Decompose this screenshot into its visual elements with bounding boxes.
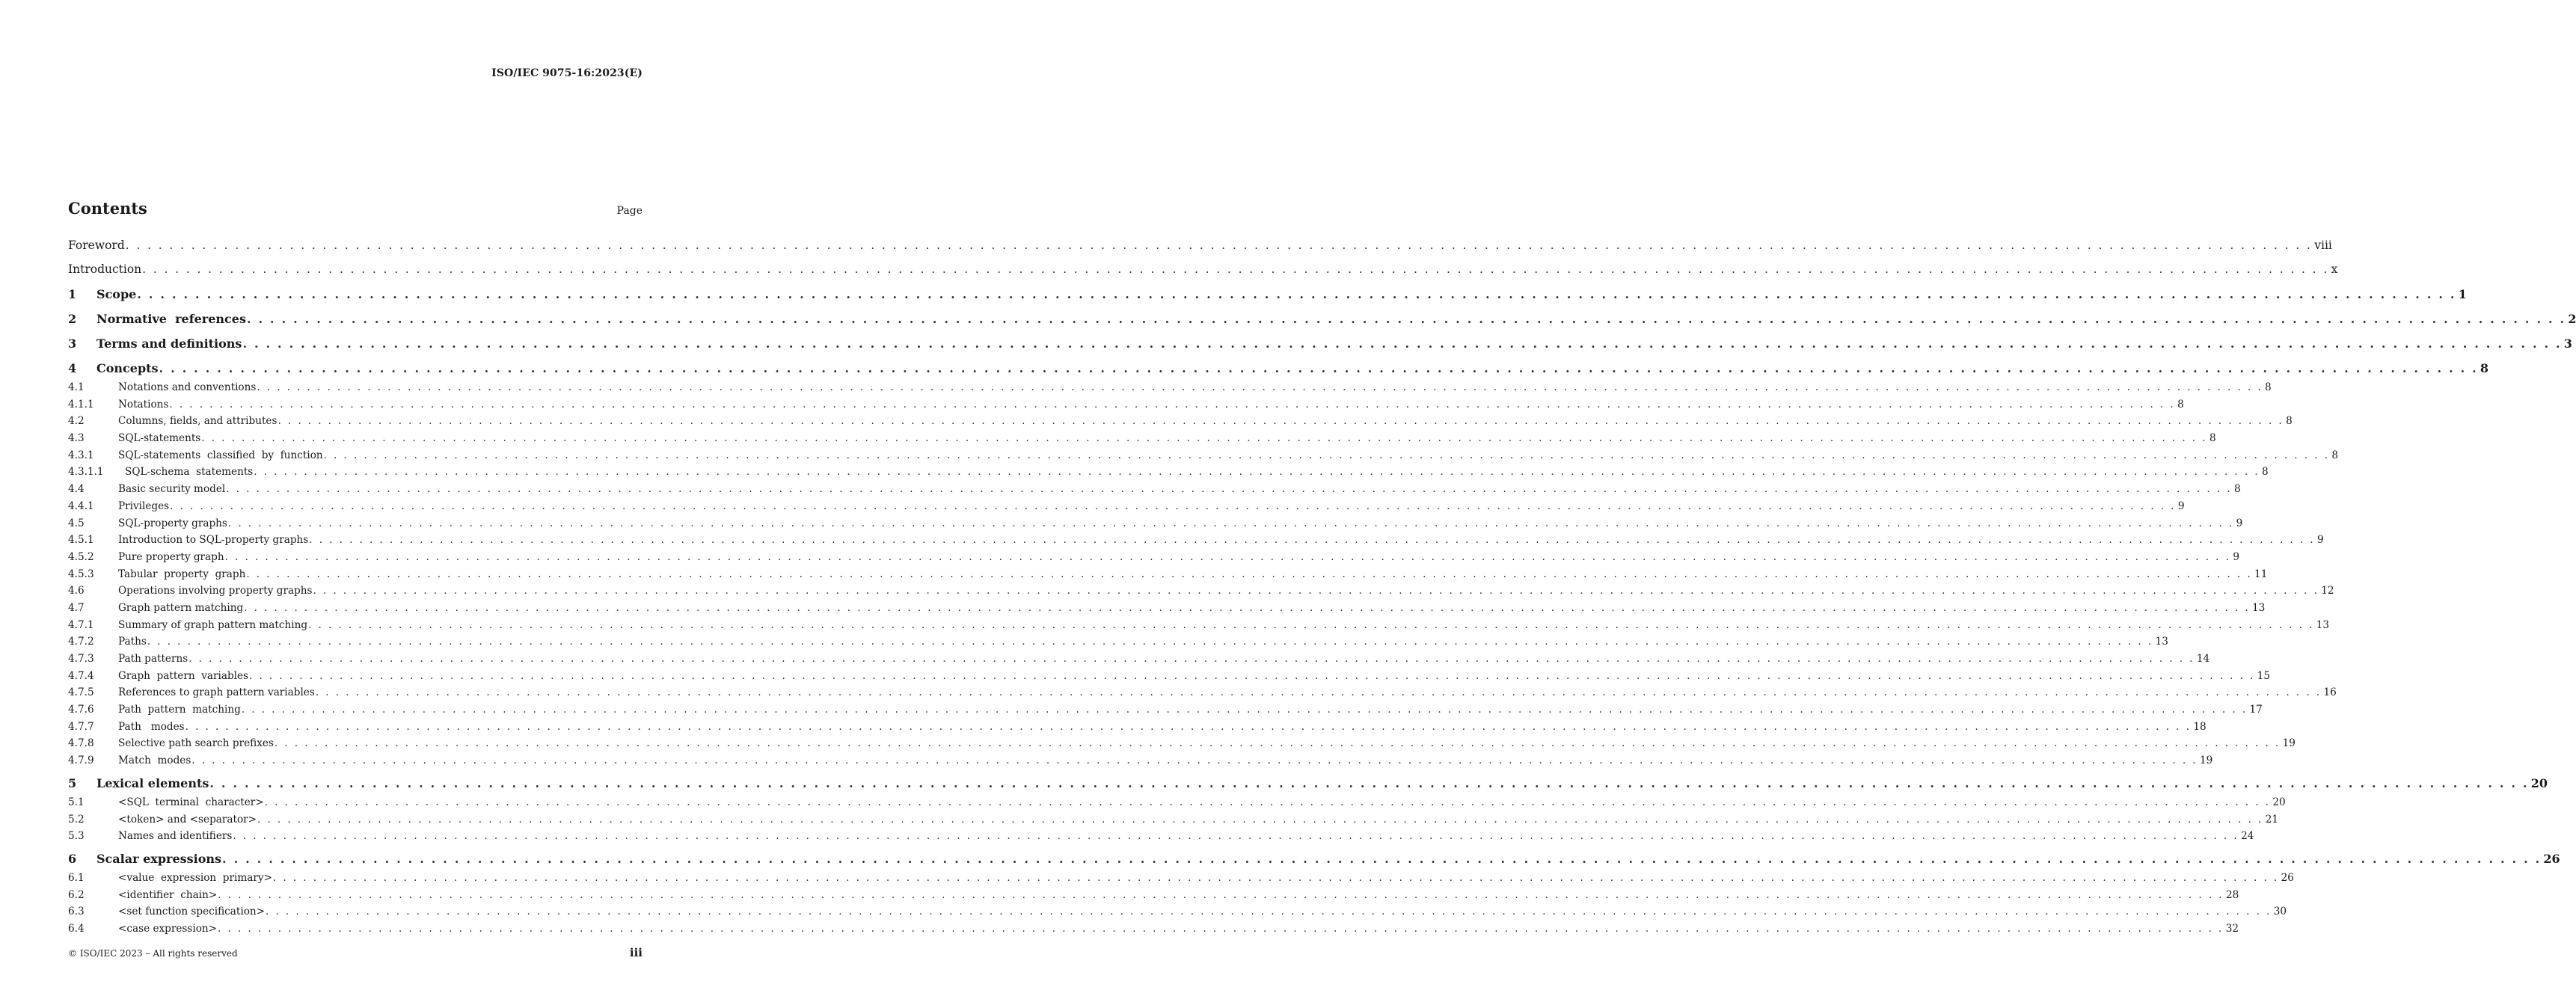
toc-entry-page[interactable]: 30	[2273, 906, 2287, 918]
toc-entry-title[interactable]: Summary of graph pattern matching	[118, 618, 308, 631]
toc-entry-title[interactable]: Graph pattern variables	[118, 669, 249, 682]
toc-entry[interactable]	[68, 333, 2572, 354]
toc-entry-number: 6.1	[68, 871, 85, 884]
table-of-contents	[68, 234, 2576, 938]
toc-entry[interactable]	[68, 633, 2168, 651]
toc-entry-page[interactable]: 18	[2193, 720, 2207, 733]
toc-entry-number: 6.3	[68, 906, 85, 918]
toc-entry-number: 4.7.8	[68, 737, 94, 750]
toc-entry-page[interactable]: 9	[2177, 500, 2185, 512]
toc-entry-number: 4.7.5	[68, 686, 94, 699]
dot-leader: . . . . . . . . . . . . . . . . . . . . . . . . . . . . . . . . . . . . . . . . . . . . . . . . . . . . . . . . . . . . . . . . . . . . . . . . . . . . . . . . . . . . . . . . . . . . . . . . . . . . . . . . . . . . . . . . . . . . . . . . . . . . . . . . . . . . . . . . . . . . . . . . . . . . . . . . . . . . . . . . . . . . . . . . . . . . . . . . . . . . . . . . . . . . . . . . . . . . . . . .	[218, 922, 2224, 935]
toc-entry-number: 4.3.1	[68, 449, 94, 461]
toc-entry-title[interactable]: Notations and conventions	[118, 381, 257, 393]
toc-entry-title[interactable]: <value expression primary>	[118, 871, 272, 884]
dot-leader: . . . . . . . . . . . . . . . . . . . . . . . . . . . . . . . . . . . . . . . . . . . . . . . . . . . . . . . . . . . . . . . . . . . . . . . . . . . . . . . . . . . . . . . . . . . . . . . . . . . . . . . . . . . . . . . . . . . . . . . . . . . . . . . . . . . . . . . . . . . . . . . . . . . . . . . . . . . . . . . . . . . . . . . . . . . . . . . . . . . . . . . . . . . . . . . . . . . . . . . .	[218, 888, 2224, 901]
toc-entry-page[interactable]: 19	[2200, 754, 2213, 767]
dot-leader: . . . . . . . . . . . . . . . . . . . . . . . . . . . . . . . . . . . . . . . . . . . . . . . . . . . . . . . . . . . . . . . . . . . . . . . . . . . . . . . . . . . . . . . . . . . . . . . . . . . . . . . . . . . . . . . . . . . . . . . . . . . . . . . . . . . . . . . . . . . . . . . . . . . . . . . . . . . . . . . . . . . . . . . . . . . . . . . . . . . . . . . . . . . . . . . . . . . . . . . .	[170, 500, 2176, 512]
toc-entry[interactable]	[68, 234, 2332, 258]
toc-entry-page[interactable]: 8	[2177, 398, 2184, 411]
dot-leader: . . . . . . . . . . . . . . . . . . . . . . . . . . . . . . . . . . . . . . . . . . . . . . . . . . . . . . . . . . . . . . . . . . . . . . . . . . . . . . . . . . . . . . . . . . . . . . . . . . . . . . . . . . . . . . . . . . . . . . . . . . . . . . . . . . . . . . . . . . . . . . . . . . . . . . . . . . . . . . . . . . . . . . . . . . . . . . . . . . . . . . . . . . . . . . . . . . . . . . . .	[277, 415, 2284, 428]
toc-entry[interactable]	[68, 413, 2293, 430]
toc-entry-number: 4.6	[68, 585, 85, 597]
toc-entry-number: 4.5.2	[68, 550, 94, 563]
dot-leader: . . . . . . . . . . . . . . . . . . . . . . . . . . . . . . . . . . . . . . . . . . . . . . . . . . . . . . . . . . . . . . . . . . . . . . . . . . . . . . . . . . . . . . . . . . . . . . . . . . . . . . . . . . . . . . . . . . . . . . . . . . . . . . . . . . . . . . . . . . . . . . . . . . . . . . . . . . . . . . . . . . . . . . . . . . . . . . . . . . . . . . . . . . . . . . . . . . . . . . . .	[169, 398, 2176, 411]
toc-entry-number: 4.7.2	[68, 636, 94, 648]
toc-entry-page[interactable]: 11	[2254, 568, 2268, 580]
dot-leader: . . . . . . . . . . . . . . . . . . . . . . . . . . . . . . . . . . . . . . . . . . . . . . . . . . . . . . . . . . . . . . . . . . . . . . . . . . . . . . . . . . . . . . . . . . . . . . . . . . . . . . . . . . . . . . . . . . . . . . . . . . . . . . . . . . . . . . . . . . . . . . . . . . . . . . . . . . . . . . . . . . . . . . . . . . . . . . . . . . . . . . . . . . . . . . . . . . . . . . . .	[315, 686, 2322, 699]
dot-leader: . . . . . . . . . . . . . . . . . . . . . . . . . . . . . . . . . . . . . . . . . . . . . . . . . . . . . . . . . . . . . . . . . . . . . . . . . . . . . . . . . . . . . . . . . . . . . . . . . . . . . . . . . . . . . . . . . . . . . . . . . . . . . . . . . . . . . . . . . . . . . . . . . . . . . . . . . . . . . . . . . . . . . . . . . . . . . . . . . . . . . . . . . . . . . . . . . . . . . . . .	[125, 239, 2313, 252]
toc-entry[interactable]	[68, 498, 2185, 515]
toc-entry-title[interactable]: SQL-statements classified by function	[118, 449, 323, 461]
toc-entry-title[interactable]: Paths	[118, 636, 147, 648]
toc-entry-page[interactable]: 13	[2251, 601, 2266, 614]
toc-entry-title[interactable]: Tabular property graph	[118, 568, 246, 580]
toc-entry-page[interactable]: 21	[2265, 813, 2279, 826]
toc-entry-number: 5.1	[68, 796, 85, 808]
dot-leader: . . . . . . . . . . . . . . . . . . . . . . . . . . . . . . . . . . . . . . . . . . . . . . . . . . . . . . . . . . . . . . . . . . . . . . . . . . . . . . . . . . . . . . . . . . . . . . . . . . . . . . . . . . . . . . . . . . . . . . . . . . . . . . . . . . . . . . . . . . . . . . . . . . . . . . . . . . . . . . . . . . . . . . . . . . . . . . . . . . . . . . . . . . . . . . . . . . . . . . . .	[222, 851, 2542, 866]
toc-entry-number: 4.4.1	[68, 500, 94, 512]
toc-entry-title[interactable]: References to graph pattern variables	[118, 686, 315, 699]
toc-entry-page[interactable]: 8	[2480, 361, 2489, 375]
toc-entry[interactable]	[68, 903, 2287, 921]
toc-entry[interactable]	[68, 684, 2337, 701]
toc-entry-title[interactable]: Terms and definitions	[96, 336, 242, 351]
toc-entry-title[interactable]: Match modes	[118, 754, 191, 767]
toc-entry[interactable]	[68, 887, 2239, 904]
toc-entry-number: 3	[68, 336, 77, 351]
toc-entry-title[interactable]: Foreword	[68, 239, 125, 252]
toc-entry[interactable]	[68, 396, 2184, 414]
dot-leader: . . . . . . . . . . . . . . . . . . . . . . . . . . . . . . . . . . . . . . . . . . . . . . . . . . . . . . . . . . . . . . . . . . . . . . . . . . . . . . . . . . . . . . . . . . . . . . . . . . . . . . . . . . . . . . . . . . . . . . . . . . . . . . . . . . . . . . . . . . . . . . . . . . . . . . . . . . . . . . . . . . . . . . . . . . . . . . . . . . . . . . . . . . . . . . . . . . . . . . . .	[249, 669, 2255, 682]
toc-entry-page[interactable]: 3	[2563, 336, 2572, 351]
toc-entry-title[interactable]: <identifier chain>	[118, 888, 218, 901]
dot-leader: . . . . . . . . . . . . . . . . . . . . . . . . . . . . . . . . . . . . . . . . . . . . . . . . . . . . . . . . . . . . . . . . . . . . . . . . . . . . . . . . . . . . . . . . . . . . . . . . . . . . . . . . . . . . . . . . . . . . . . . . . . . . . . . . . . . . . . . . . . . . . . . . . . . . . . . . . . . . . . . . . . . . . . . . . . . . . . . . . . . . . . . . . . . . . . . . . . . . . . . .	[257, 381, 2263, 393]
toc-entry-page[interactable]: 26	[2281, 871, 2294, 884]
toc-entry-title[interactable]: Privileges	[118, 500, 170, 512]
toc-entry-number: 4.3	[68, 432, 85, 445]
toc-entry[interactable]	[68, 583, 2334, 600]
toc-entry-number: 6	[68, 851, 77, 866]
toc-entry-title[interactable]: Graph pattern matching	[118, 601, 244, 614]
toc-entry-title[interactable]: Path patterns	[118, 653, 188, 665]
toc-entry[interactable]	[68, 772, 2548, 794]
toc-entry[interactable]	[68, 549, 2239, 566]
toc-entry-title[interactable]: SQL-property graphs	[118, 517, 227, 529]
page-column-label: Page	[616, 205, 643, 217]
toc-entry[interactable]	[68, 701, 2263, 719]
dot-leader: . . . . . . . . . . . . . . . . . . . . . . . . . . . . . . . . . . . . . . . . . . . . . . . . . . . . . . . . . . . . . . . . . . . . . . . . . . . . . . . . . . . . . . . . . . . . . . . . . . . . . . . . . . . . . . . . . . . . . . . . . . . . . . . . . . . . . . . . . . . . . . . . . . . . . . . . . . . . . . . . . . . . . . . . . . . . . . . . . . . . . . . . . . . . . . . . . . . . . . . .	[159, 361, 2478, 375]
toc-entry-number: 4.7.4	[68, 669, 94, 682]
toc-entry-title[interactable]: Operations involving property graphs	[118, 585, 313, 597]
toc-entry-number: 4.7.6	[68, 704, 94, 716]
dot-leader: . . . . . . . . . . . . . . . . . . . . . . . . . . . . . . . . . . . . . . . . . . . . . . . . . . . . . . . . . . . . . . . . . . . . . . . . . . . . . . . . . . . . . . . . . . . . . . . . . . . . . . . . . . . . . . . . . . . . . . . . . . . . . . . . . . . . . . . . . . . . . . . . . . . . . . . . . . . . . . . . . . . . . . . . . . . . . . . . . . . . . . . . . . . . . . . . . . . . . . . .	[274, 737, 2281, 750]
toc-entry-page[interactable]: 20	[2272, 796, 2286, 808]
toc-entry[interactable]	[68, 283, 2467, 305]
dot-leader: . . . . . . . . . . . . . . . . . . . . . . . . . . . . . . . . . . . . . . . . . . . . . . . . . . . . . . . . . . . . . . . . . . . . . . . . . . . . . . . . . . . . . . . . . . . . . . . . . . . . . . . . . . . . . . . . . . . . . . . . . . . . . . . . . . . . . . . . . . . . . . . . . . . . . . . . . . . . . . . . . . . . . . . . . . . . . . . . . . . . . . . . . . . . . . . . . . . . . . . .	[142, 262, 2329, 276]
toc-entry-title[interactable]: Columns, fields, and attributes	[118, 415, 277, 428]
dot-leader: . . . . . . . . . . . . . . . . . . . . . . . . . . . . . . . . . . . . . . . . . . . . . . . . . . . . . . . . . . . . . . . . . . . . . . . . . . . . . . . . . . . . . . . . . . . . . . . . . . . . . . . . . . . . . . . . . . . . . . . . . . . . . . . . . . . . . . . . . . . . . . . . . . . . . . . . . . . . . . . . . . . . . . . . . . . . . . . . . . . . . . . . . . . . . . . . . . . . . . . .	[185, 720, 2192, 733]
toc-entry-page[interactable]: 32	[2225, 922, 2239, 935]
toc-entry-title[interactable]: Notations	[118, 398, 169, 411]
toc-entry-number: 5.3	[68, 830, 85, 843]
toc-entry-page[interactable]: 12	[2321, 585, 2334, 597]
toc-entry-number: 4.7.3	[68, 653, 94, 665]
toc-entry-title[interactable]: SQL-statements	[118, 432, 201, 445]
toc-entry-page[interactable]: x	[2331, 262, 2338, 276]
toc-entry[interactable]	[68, 828, 2254, 845]
toc-entry-number: 4.7.9	[68, 754, 94, 767]
toc-entry-title[interactable]: Normative references	[96, 312, 246, 326]
toc-entry[interactable]	[68, 600, 2266, 617]
toc-entry-number: 2	[68, 312, 77, 326]
toc-entry-page[interactable]: 9	[2317, 534, 2324, 547]
toc-entry-page[interactable]: 8	[2286, 415, 2293, 428]
toc-entry-number: 1	[68, 287, 77, 301]
toc-entry-page[interactable]: 9	[2236, 517, 2243, 529]
toc-entry-number: 5.2	[68, 813, 85, 826]
dot-leader: . . . . . . . . . . . . . . . . . . . . . . . . . . . . . . . . . . . . . . . . . . . . . . . . . . . . . . . . . . . . . . . . . . . . . . . . . . . . . . . . . . . . . . . . . . . . . . . . . . . . . . . . . . . . . . . . . . . . . . . . . . . . . . . . . . . . . . . . . . . . . . . . . . . . . . . . . . . . . . . . . . . . . . . . . . . . . . . . . . . . . . . . . . . . . . . . . . . . . . . .	[272, 871, 2279, 884]
toc-entry[interactable]	[68, 651, 2210, 668]
toc-entry-page[interactable]: 24	[2241, 830, 2254, 843]
toc-entry-page[interactable]: 16	[2323, 686, 2337, 699]
dot-leader: . . . . . . . . . . . . . . . . . . . . . . . . . . . . . . . . . . . . . . . . . . . . . . . . . . . . . . . . . . . . . . . . . . . . . . . . . . . . . . . . . . . . . . . . . . . . . . . . . . . . . . . . . . . . . . . . . . . . . . . . . . . . . . . . . . . . . . . . . . . . . . . . . . . . . . . . . . . . . . . . . . . . . . . . . . . . . . . . . . . . . . . . . . . . . . . . . . . . . . . .	[266, 906, 2272, 918]
dot-leader: . . . . . . . . . . . . . . . . . . . . . . . . . . . . . . . . . . . . . . . . . . . . . . . . . . . . . . . . . . . . . . . . . . . . . . . . . . . . . . . . . . . . . . . . . . . . . . . . . . . . . . . . . . . . . . . . . . . . . . . . . . . . . . . . . . . . . . . . . . . . . . . . . . . . . . . . . . . . . . . . . . . . . . . . . . . . . . . . . . . . . . . . . . . . . . . . . . . . . . . .	[246, 568, 2253, 580]
toc-entry-title[interactable]: <set function specification>	[118, 906, 266, 918]
contents-header	[68, 199, 643, 218]
toc-entry-page[interactable]: 26	[2543, 851, 2560, 866]
toc-entry-page[interactable]: 8	[2233, 483, 2241, 496]
dot-leader: . . . . . . . . . . . . . . . . . . . . . . . . . . . . . . . . . . . . . . . . . . . . . . . . . . . . . . . . . . . . . . . . . . . . . . . . . . . . . . . . . . . . . . . . . . . . . . . . . . . . . . . . . . . . . . . . . . . . . . . . . . . . . . . . . . . . . . . . . . . . . . . . . . . . . . . . . . . . . . . . . . . . . . . . . . . . . . . . . . . . . . . . . . . . . . . . . . . . . . . .	[226, 483, 2232, 496]
toc-entry-page[interactable]: viii	[2314, 239, 2332, 252]
toc-entry[interactable]	[68, 430, 2216, 447]
toc-entry[interactable]	[68, 447, 2339, 464]
toc-entry-number: 4.1.1	[68, 398, 94, 411]
toc-entry-title[interactable]: Introduction to SQL-property graphs	[118, 534, 309, 547]
toc-entry-title[interactable]: Introduction	[68, 262, 142, 276]
toc-entry[interactable]	[68, 752, 2213, 769]
toc-entry[interactable]	[68, 735, 2296, 752]
toc-entry-number: 6.2	[68, 888, 85, 901]
toc-entry-title[interactable]: Basic security model	[118, 483, 226, 496]
dot-leader: . . . . . . . . . . . . . . . . . . . . . . . . . . . . . . . . . . . . . . . . . . . . . . . . . . . . . . . . . . . . . . . . . . . . . . . . . . . . . . . . . . . . . . . . . . . . . . . . . . . . . . . . . . . . . . . . . . . . . . . . . . . . . . . . . . . . . . . . . . . . . . . . . . . . . . . . . . . . . . . . . . . . . . . . . . . . . . . . . . . . . . . . . . . . . . . . . . . . . . . .	[313, 585, 2319, 597]
toc-entry-title[interactable]: Pure property graph	[118, 550, 224, 563]
toc-entry-page[interactable]: 8	[2265, 381, 2272, 393]
dot-leader: . . . . . . . . . . . . . . . . . . . . . . . . . . . . . . . . . . . . . . . . . . . . . . . . . . . . . . . . . . . . . . . . . . . . . . . . . . . . . . . . . . . . . . . . . . . . . . . . . . . . . . . . . . . . . . . . . . . . . . . . . . . . . . . . . . . . . . . . . . . . . . . . . . . . . . . . . . . . . . . . . . . . . . . . . . . . . . . . . . . . . . . . . . . . . . . . . . . . . . . .	[201, 432, 2207, 445]
dot-leader: . . . . . . . . . . . . . . . . . . . . . . . . . . . . . . . . . . . . . . . . . . . . . . . . . . . . . . . . . . . . . . . . . . . . . . . . . . . . . . . . . . . . . . . . . . . . . . . . . . . . . . . . . . . . . . . . . . . . . . . . . . . . . . . . . . . . . . . . . . . . . . . . . . . . . . . . . . . . . . . . . . . . . . . . . . . . . . . . . . . . . . . . . . . . . . . . . . . . . . . .	[209, 775, 2529, 790]
toc-entry-page[interactable]: 28	[2225, 888, 2239, 901]
toc-entry-number: 4.2	[68, 415, 85, 428]
toc-entry-page[interactable]: 8	[2209, 432, 2216, 445]
document-identifier: ISO/IEC 9075-16:2023(E)	[491, 67, 643, 79]
toc-entry-title[interactable]: Path pattern matching	[118, 704, 241, 716]
dot-leader: . . . . . . . . . . . . . . . . . . . . . . . . . . . . . . . . . . . . . . . . . . . . . . . . . . . . . . . . . . . . . . . . . . . . . . . . . . . . . . . . . . . . . . . . . . . . . . . . . . . . . . . . . . . . . . . . . . . . . . . . . . . . . . . . . . . . . . . . . . . . . . . . . . . . . . . . . . . . . . . . . . . . . . . . . . . . . . . . . . . . . . . . . . . . . . . . . . . . . . . .	[244, 601, 2250, 614]
toc-entry-number: 4.4	[68, 483, 85, 496]
toc-entry-title[interactable]: Names and identifiers	[118, 830, 233, 843]
toc-entry-page[interactable]: 1	[2458, 287, 2467, 301]
dot-leader: . . . . . . . . . . . . . . . . . . . . . . . . . . . . . . . . . . . . . . . . . . . . . . . . . . . . . . . . . . . . . . . . . . . . . . . . . . . . . . . . . . . . . . . . . . . . . . . . . . . . . . . . . . . . . . . . . . . . . . . . . . . . . . . . . . . . . . . . . . . . . . . . . . . . . . . . . . . . . . . . . . . . . . . . . . . . . . . . . . . . . . . . . . . . . . . . . . . . . . . .	[188, 653, 2195, 665]
toc-entry-page[interactable]: 8	[2262, 466, 2269, 479]
dot-leader: . . . . . . . . . . . . . . . . . . . . . . . . . . . . . . . . . . . . . . . . . . . . . . . . . . . . . . . . . . . . . . . . . . . . . . . . . . . . . . . . . . . . . . . . . . . . . . . . . . . . . . . . . . . . . . . . . . . . . . . . . . . . . . . . . . . . . . . . . . . . . . . . . . . . . . . . . . . . . . . . . . . . . . . . . . . . . . . . . . . . . . . . . . . . . . . . . . . . . . . .	[254, 466, 2260, 479]
toc-entry[interactable]	[68, 357, 2489, 379]
toc-entry-title[interactable]: SQL-schema statements	[125, 466, 254, 479]
copyright-notice: © ISO/IEC 2023 – All rights reserved	[68, 948, 238, 959]
toc-entry-title[interactable]: <case expression>	[118, 922, 218, 935]
toc-entry-title[interactable]: Lexical elements	[96, 775, 209, 790]
toc-entry[interactable]	[68, 921, 2239, 938]
toc-entry-page[interactable]: 14	[2196, 653, 2210, 665]
toc-entry-title[interactable]: Path modes	[118, 720, 185, 733]
toc-entry-number: 6.4	[68, 922, 85, 935]
dot-leader: . . . . . . . . . . . . . . . . . . . . . . . . . . . . . . . . . . . . . . . . . . . . . . . . . . . . . . . . . . . . . . . . . . . . . . . . . . . . . . . . . . . . . . . . . . . . . . . . . . . . . . . . . . . . . . . . . . . . . . . . . . . . . . . . . . . . . . . . . . . . . . . . . . . . . . . . . . . . . . . . . . . . . . . . . . . . . . . . . . . . . . . . . . . . . . . . . . . . . . . .	[224, 550, 2231, 563]
dot-leader: . . . . . . . . . . . . . . . . . . . . . . . . . . . . . . . . . . . . . . . . . . . . . . . . . . . . . . . . . . . . . . . . . . . . . . . . . . . . . . . . . . . . . . . . . . . . . . . . . . . . . . . . . . . . . . . . . . . . . . . . . . . . . . . . . . . . . . . . . . . . . . . . . . . . . . . . . . . . . . . . . . . . . . . . . . . . . . . . . . . . . . . . . . . . . . . . . . . . . . . .	[241, 704, 2248, 716]
toc-entry-number: 4.7.7	[68, 720, 94, 733]
toc-entry[interactable]	[68, 811, 2279, 829]
page-footer	[68, 946, 643, 959]
toc-entry-page[interactable]: 8	[2331, 449, 2339, 461]
dot-leader: . . . . . . . . . . . . . . . . . . . . . . . . . . . . . . . . . . . . . . . . . . . . . . . . . . . . . . . . . . . . . . . . . . . . . . . . . . . . . . . . . . . . . . . . . . . . . . . . . . . . . . . . . . . . . . . . . . . . . . . . . . . . . . . . . . . . . . . . . . . . . . . . . . . . . . . . . . . . . . . . . . . . . . . . . . . . . . . . . . . . . . . . . . . . . . . . . . . . . . . .	[227, 517, 2234, 529]
dot-leader: . . . . . . . . . . . . . . . . . . . . . . . . . . . . . . . . . . . . . . . . . . . . . . . . . . . . . . . . . . . . . . . . . . . . . . . . . . . . . . . . . . . . . . . . . . . . . . . . . . . . . . . . . . . . . . . . . . . . . . . . . . . . . . . . . . . . . . . . . . . . . . . . . . . . . . . . . . . . . . . . . . . . . . . . . . . . . . . . . . . . . . . . . . . . . . . . . . . . . . . .	[233, 830, 2239, 843]
toc-entry-number: 4	[68, 361, 77, 375]
toc-entry-number: 4.3.1.1	[68, 466, 104, 479]
toc-entry-page[interactable]: 15	[2257, 669, 2271, 682]
toc-entry[interactable]	[68, 848, 2560, 870]
toc-entry[interactable]	[68, 870, 2294, 887]
toc-entry[interactable]	[68, 566, 2268, 583]
toc-entry-page[interactable]: 13	[2155, 636, 2168, 648]
page-number: iii	[629, 946, 643, 959]
contents-title: Contents	[68, 199, 147, 218]
toc-entry-number: 4.7.1	[68, 618, 94, 631]
dot-leader: . . . . . . . . . . . . . . . . . . . . . . . . . . . . . . . . . . . . . . . . . . . . . . . . . . . . . . . . . . . . . . . . . . . . . . . . . . . . . . . . . . . . . . . . . . . . . . . . . . . . . . . . . . . . . . . . . . . . . . . . . . . . . . . . . . . . . . . . . . . . . . . . . . . . . . . . . . . . . . . . . . . . . . . . . . . . . . . . . . . . . . . . . . . . . . . . . . . . . . . .	[264, 796, 2271, 808]
toc-entry-number: 4.5.3	[68, 568, 94, 580]
toc-entry-number: 4.1	[68, 381, 85, 393]
toc-entry-page[interactable]: 19	[2282, 737, 2296, 750]
toc-entry-title[interactable]: Scalar expressions	[96, 851, 222, 866]
toc-entry[interactable]	[68, 719, 2207, 736]
toc-entry[interactable]	[68, 794, 2286, 811]
toc-entry[interactable]	[68, 515, 2243, 532]
toc-entry-title[interactable]: <SQL terminal character>	[118, 796, 264, 808]
dot-leader: . . . . . . . . . . . . . . . . . . . . . . . . . . . . . . . . . . . . . . . . . . . . . . . . . . . . . . . . . . . . . . . . . . . . . . . . . . . . . . . . . . . . . . . . . . . . . . . . . . . . . . . . . . . . . . . . . . . . . . . . . . . . . . . . . . . . . . . . . . . . . . . . . . . . . . . . . . . . . . . . . . . . . . . . . . . . . . . . . . . . . . . . . . . . . . . . . . . . . . . .	[323, 449, 2330, 461]
toc-entry-title[interactable]: Concepts	[96, 361, 159, 375]
toc-entry-page[interactable]: 20	[2530, 775, 2548, 790]
toc-entry-page[interactable]: 9	[2233, 550, 2239, 563]
toc-entry[interactable]	[68, 668, 2271, 685]
toc-entry[interactable]	[68, 379, 2272, 396]
toc-entry[interactable]	[68, 464, 2269, 481]
dot-leader: . . . . . . . . . . . . . . . . . . . . . . . . . . . . . . . . . . . . . . . . . . . . . . . . . . . . . . . . . . . . . . . . . . . . . . . . . . . . . . . . . . . . . . . . . . . . . . . . . . . . . . . . . . . . . . . . . . . . . . . . . . . . . . . . . . . . . . . . . . . . . . . . . . . . . . . . . . . . . . . . . . . . . . . . . . . . . . . . . . . . . . . . . . . . . . . . . . . . . . . .	[309, 534, 2315, 547]
toc-entry-page[interactable]: 17	[2249, 704, 2263, 716]
toc-entry[interactable]	[68, 532, 2324, 549]
toc-entry-number: 4.5	[68, 517, 85, 529]
dot-leader: . . . . . . . . . . . . . . . . . . . . . . . . . . . . . . . . . . . . . . . . . . . . . . . . . . . . . . . . . . . . . . . . . . . . . . . . . . . . . . . . . . . . . . . . . . . . . . . . . . . . . . . . . . . . . . . . . . . . . . . . . . . . . . . . . . . . . . . . . . . . . . . . . . . . . . . . . . . . . . . . . . . . . . . . . . . . . . . . . . . . . . . . . . . . . . . . . . . . . . . .	[137, 287, 2456, 301]
toc-entry-title[interactable]: Selective path search prefixes	[118, 737, 274, 750]
dot-leader: . . . . . . . . . . . . . . . . . . . . . . . . . . . . . . . . . . . . . . . . . . . . . . . . . . . . . . . . . . . . . . . . . . . . . . . . . . . . . . . . . . . . . . . . . . . . . . . . . . . . . . . . . . . . . . . . . . . . . . . . . . . . . . . . . . . . . . . . . . . . . . . . . . . . . . . . . . . . . . . . . . . . . . . . . . . . . . . . . . . . . . . . . . . . . . . . . . . . . . . .	[308, 618, 2314, 631]
dot-leader: . . . . . . . . . . . . . . . . . . . . . . . . . . . . . . . . . . . . . . . . . . . . . . . . . . . . . . . . . . . . . . . . . . . . . . . . . . . . . . . . . . . . . . . . . . . . . . . . . . . . . . . . . . . . . . . . . . . . . . . . . . . . . . . . . . . . . . . . . . . . . . . . . . . . . . . . . . . . . . . . . . . . . . . . . . . . . . . . . . . . . . . . . . . . . . . . . . . . . . . .	[147, 636, 2153, 648]
toc-entry[interactable]	[68, 617, 2330, 634]
dot-leader: . . . . . . . . . . . . . . . . . . . . . . . . . . . . . . . . . . . . . . . . . . . . . . . . . . . . . . . . . . . . . . . . . . . . . . . . . . . . . . . . . . . . . . . . . . . . . . . . . . . . . . . . . . . . . . . . . . . . . . . . . . . . . . . . . . . . . . . . . . . . . . . . . . . . . . . . . . . . . . . . . . . . . . . . . . . . . . . . . . . . . . . . . . . . . . . . . . . . . . . .	[191, 754, 2198, 767]
toc-entry[interactable]	[68, 258, 2338, 282]
toc-entry-number: 5	[68, 775, 77, 790]
toc-entry[interactable]	[68, 481, 2241, 498]
dot-leader: . . . . . . . . . . . . . . . . . . . . . . . . . . . . . . . . . . . . . . . . . . . . . . . . . . . . . . . . . . . . . . . . . . . . . . . . . . . . . . . . . . . . . . . . . . . . . . . . . . . . . . . . . . . . . . . . . . . . . . . . . . . . . . . . . . . . . . . . . . . . . . . . . . . . . . . . . . . . . . . . . . . . . . . . . . . . . . . . . . . . . . . . . . . . . . . . . . . . . . . .	[257, 813, 2263, 826]
toc-entry-page[interactable]: 2	[2568, 312, 2576, 326]
dot-leader: . . . . . . . . . . . . . . . . . . . . . . . . . . . . . . . . . . . . . . . . . . . . . . . . . . . . . . . . . . . . . . . . . . . . . . . . . . . . . . . . . . . . . . . . . . . . . . . . . . . . . . . . . . . . . . . . . . . . . . . . . . . . . . . . . . . . . . . . . . . . . . . . . . . . . . . . . . . . . . . . . . . . . . . . . . . . . . . . . . . . . . . . . . . . . . . . . . . . . . . .	[246, 312, 2566, 326]
toc-entry-number: 4.7	[68, 601, 85, 614]
toc-entry-number: 4.5.1	[68, 534, 94, 547]
dot-leader: . . . . . . . . . . . . . . . . . . . . . . . . . . . . . . . . . . . . . . . . . . . . . . . . . . . . . . . . . . . . . . . . . . . . . . . . . . . . . . . . . . . . . . . . . . . . . . . . . . . . . . . . . . . . . . . . . . . . . . . . . . . . . . . . . . . . . . . . . . . . . . . . . . . . . . . . . . . . . . . . . . . . . . . . . . . . . . . . . . . . . . . . . . . . . . . . . . . . . . . .	[242, 336, 2562, 351]
toc-entry[interactable]	[68, 308, 2576, 330]
toc-entry-title[interactable]: Scope	[96, 287, 137, 301]
toc-entry-title[interactable]: <token> and <separator>	[118, 813, 257, 826]
toc-entry-page[interactable]: 13	[2316, 618, 2330, 631]
